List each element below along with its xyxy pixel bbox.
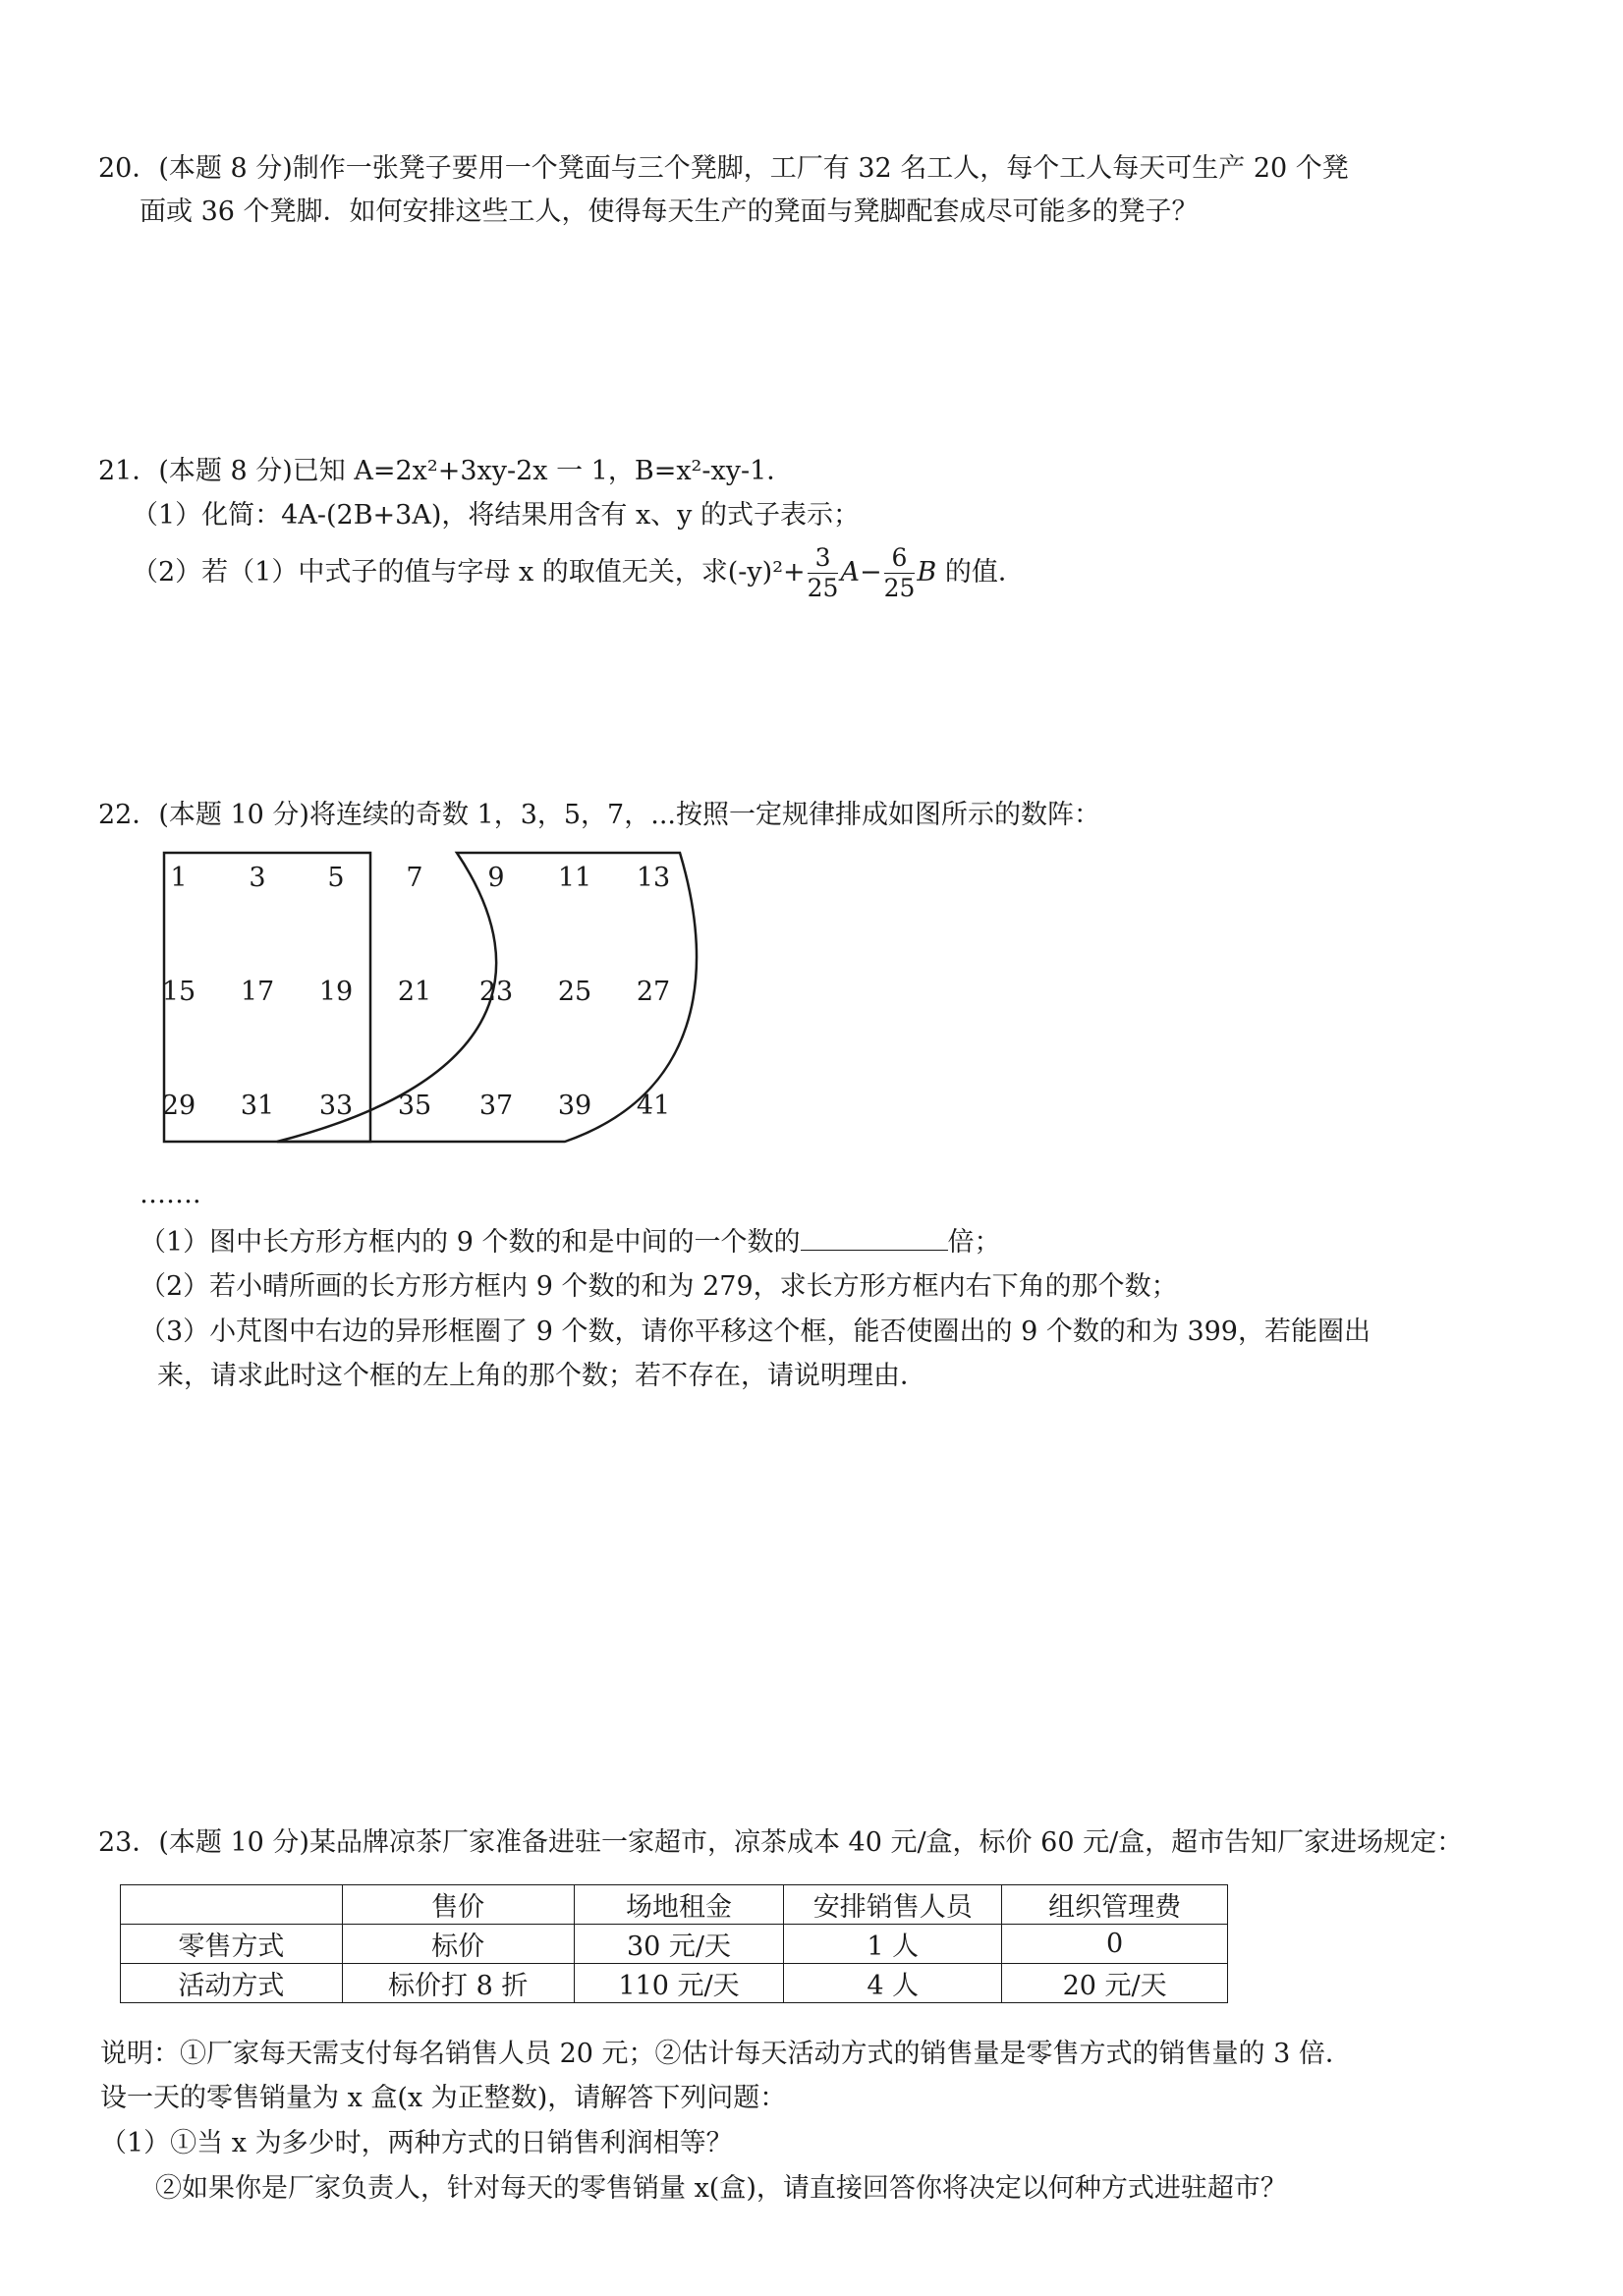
table-cell: 30 元/天 bbox=[574, 1925, 784, 1964]
fraction-denominator: 25 bbox=[807, 574, 839, 602]
q22-part-3-line-1: （3）小芃图中右边的异形框圈了 9 个数，请你平移这个框，能否使圈出的 9 个数的和为 399，若能圈出 bbox=[140, 1316, 1371, 1347]
table-cell: 110 元/天 bbox=[574, 1964, 784, 2003]
grid-number: 7 bbox=[406, 863, 423, 893]
q23-part-1-a: （1）①当 x 为多少时，两种方式的日销售利润相等？ bbox=[100, 2128, 733, 2158]
answer-blank[interactable] bbox=[801, 1224, 948, 1251]
table-row bbox=[121, 1925, 1228, 1964]
table-cell: 零售方式 bbox=[121, 1925, 343, 1964]
table-header-row bbox=[121, 1885, 1228, 1925]
q22-ellipsis: ……. bbox=[140, 1179, 201, 1209]
q21-part-2 bbox=[132, 543, 1025, 603]
q22-line-1: 22．(本题 10 分)将连续的奇数 1，3，5，7，...按照一定规律排成如图所示的数阵： bbox=[98, 800, 1100, 830]
table-cell: 活动方式 bbox=[121, 1964, 343, 2003]
variable-b: B bbox=[917, 557, 937, 588]
q23-part-1-b: ②如果你是厂家负责人，针对每天的零售销量 x(盒)，请直接回答你将决定以何种方式进驻超市？ bbox=[155, 2173, 1287, 2204]
fraction-3-25 bbox=[808, 543, 839, 603]
fraction-numerator: 3 bbox=[808, 543, 839, 574]
grid-number: 31 bbox=[240, 1091, 275, 1121]
grid-number: 33 bbox=[318, 1091, 354, 1121]
q23-setup: 设一天的零售销量为 x 盒(x 为正整数)，请解答下列问题： bbox=[100, 2083, 787, 2113]
grid-number: 11 bbox=[557, 863, 592, 893]
table-header-cell: 组织管理费 bbox=[1002, 1885, 1228, 1925]
table-header-cell: 安排销售人员 bbox=[784, 1885, 1002, 1925]
grid-number: 19 bbox=[318, 977, 354, 1007]
grid-number: 35 bbox=[397, 1091, 432, 1121]
q22-part-1 bbox=[140, 1224, 1001, 1260]
table-cell: 4 人 bbox=[784, 1964, 1002, 2003]
variable-a: A bbox=[840, 557, 860, 588]
grid-number: 15 bbox=[161, 977, 196, 1007]
q23-note: 说明：①厂家每天需支付每名销售人员 20 元；②估计每天活动方式的销售量是零售方式的销售量的 3 倍． bbox=[100, 2039, 1352, 2069]
grid-number: 13 bbox=[636, 863, 671, 893]
table-cell: 1 人 bbox=[784, 1925, 1002, 1964]
q22-part-1-prefix: （1）图中长方形方框内的 9 个数的和是中间的一个数的 bbox=[140, 1227, 801, 1258]
q21-part-2-suffix: 的值． bbox=[944, 557, 1025, 588]
table-header-cell: 售价 bbox=[342, 1885, 574, 1925]
grid-number: 1 bbox=[170, 863, 188, 893]
table-row bbox=[121, 1964, 1228, 2003]
q21-part-1: （1）化简：4A-(2B+3A)，将结果用含有 x、y 的式子表示； bbox=[132, 500, 861, 531]
grid-number: 29 bbox=[161, 1091, 196, 1121]
q21-part-2-prefix: （2）若（1）中式子的值与字母 x 的取值无关，求(-y)²+ bbox=[132, 557, 806, 588]
grid-number: 9 bbox=[487, 863, 505, 893]
minus-sign: − bbox=[859, 557, 882, 588]
q20-line-2: 面或 36 个凳脚．如何安排这些工人，使得每天生产的凳面与凳脚配套成尽可能多的凳子？ bbox=[140, 196, 1199, 227]
grid-number: 41 bbox=[636, 1091, 671, 1121]
grid-number: 21 bbox=[397, 977, 432, 1007]
grid-number: 23 bbox=[478, 977, 514, 1007]
table-cell: 标价打 8 折 bbox=[342, 1964, 574, 2003]
q22-part-3-line-2: 来，请求此时这个框的左上角的那个数；若不存在，请说明理由． bbox=[157, 1361, 926, 1391]
q22-part-2: （2）若小晴所画的长方形方框内 9 个数的和为 279，求长方形方框内右下角的那个数； bbox=[140, 1271, 1178, 1302]
table-cell: 0 bbox=[1002, 1925, 1228, 1964]
q22-part-1-suffix: 倍； bbox=[947, 1227, 1001, 1258]
table-header-cell: 场地租金 bbox=[574, 1885, 784, 1925]
table-header-cell bbox=[121, 1885, 343, 1925]
q20-line-1: 20．(本题 8 分)制作一张凳子要用一个凳面与三个凳脚，工厂有 32 名工人，每个工人每天可生产 20 个凳 bbox=[98, 153, 1349, 184]
grid-number: 27 bbox=[636, 977, 671, 1007]
q21-line-1: 21．(本题 8 分)已知 A=2x²+3xy-2x 一 1，B=x²-xy-1． bbox=[98, 456, 794, 486]
entry-rules-table bbox=[120, 1884, 1228, 2003]
fraction-denominator: 25 bbox=[883, 574, 916, 602]
table-cell: 标价 bbox=[342, 1925, 574, 1964]
grid-number: 17 bbox=[240, 977, 275, 1007]
grid-number: 25 bbox=[557, 977, 592, 1007]
fraction-6-25 bbox=[884, 543, 916, 603]
grid-number: 39 bbox=[557, 1091, 592, 1121]
table-cell: 20 元/天 bbox=[1002, 1964, 1228, 2003]
grid-number: 37 bbox=[478, 1091, 514, 1121]
grid-number: 3 bbox=[249, 863, 266, 893]
odd-number-array-figure bbox=[147, 840, 737, 1154]
grid-number: 5 bbox=[327, 863, 345, 893]
q23-line-1: 23．(本题 10 分)某品牌凉茶厂家准备进驻一家超市，凉茶成本 40 元/盒，标价 60 元/盒，超市告知厂家进场规定： bbox=[98, 1827, 1464, 1858]
fraction-numerator: 6 bbox=[884, 543, 916, 574]
